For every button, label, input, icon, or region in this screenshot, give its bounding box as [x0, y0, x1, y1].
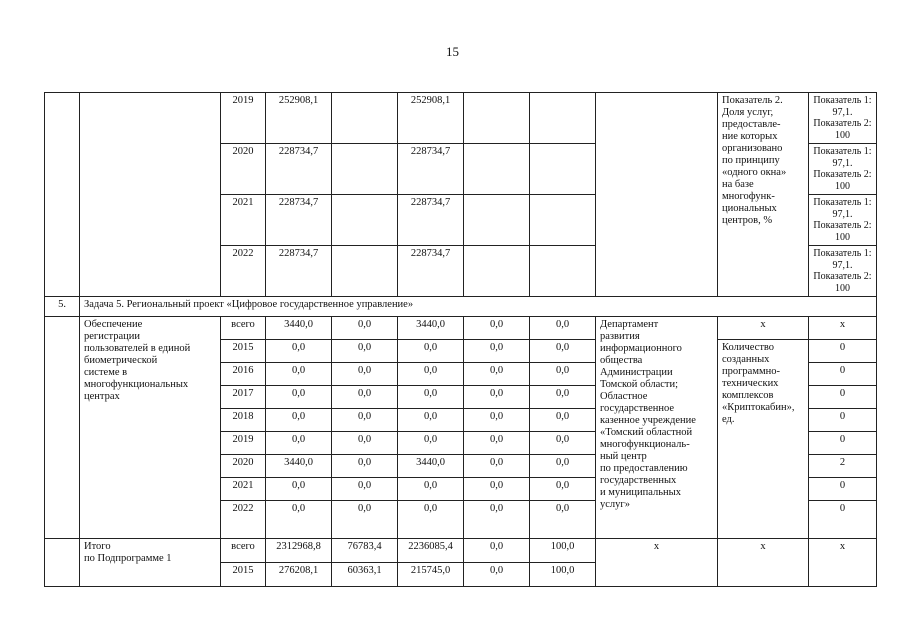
total-cell: 0,0: [266, 501, 332, 539]
ob-cell: 3440,0: [398, 455, 464, 478]
executor-line: общества: [600, 355, 643, 366]
indicator-value-line: 100: [835, 129, 850, 141]
fb-cell: 0,0: [332, 501, 398, 539]
ob-cell: 0,0: [398, 386, 464, 409]
total-cell: 3440,0: [266, 455, 332, 478]
indicator-value-cell: 0: [809, 409, 877, 432]
indicator-name-line: ед.: [722, 414, 735, 425]
vb-cell: 0,0: [530, 501, 596, 539]
ob-cell: 0,0: [398, 478, 464, 501]
indicator-value-line: Показатель 2:: [813, 271, 872, 282]
indicator-name-line: циональных: [722, 203, 777, 214]
indicator-value-cell: х: [809, 317, 877, 340]
indicator-value-cell: 0: [809, 432, 877, 455]
vb-cell: 0,0: [530, 363, 596, 386]
indicator-value-line: Показатель 1:: [813, 95, 872, 106]
indicator-value-line: 97,1.: [832, 157, 853, 169]
executor-line: Томской области;: [600, 379, 679, 390]
total-cell: 228734,7: [266, 246, 332, 297]
ob-cell: 2236085,4: [398, 539, 464, 563]
total-cell: 3440,0: [266, 317, 332, 340]
total-cell: 0,0: [266, 432, 332, 455]
indicator-value-cell: 0: [809, 478, 877, 501]
vb-cell: 0,0: [530, 340, 596, 363]
measure-name-line: Обеспечение: [84, 319, 143, 330]
indicator-value-line: Показатель 2:: [813, 220, 872, 231]
year-cell: 2015: [221, 563, 266, 587]
vb-cell: 0,0: [530, 409, 596, 432]
indicator-name-cell: [718, 93, 809, 297]
indicator-value-line: Показатель 2:: [813, 169, 872, 180]
mb-cell: 0,0: [464, 455, 530, 478]
indicator-name-line: на базе: [722, 179, 754, 190]
indicator-value-cell: [809, 195, 877, 246]
total-cell: 2312968,8: [266, 539, 332, 563]
total-cell: 0,0: [266, 386, 332, 409]
task-number: 5.: [45, 297, 80, 317]
mb-cell: 0,0: [464, 478, 530, 501]
measure-name-line: пользователей в единой: [84, 343, 191, 354]
task-row: [45, 297, 877, 317]
num-cell: [45, 539, 80, 587]
total-name-line: Итого: [84, 541, 111, 552]
executor-cell: [596, 93, 718, 297]
executor-line: государственное: [600, 403, 675, 414]
fb-cell: 0,0: [332, 409, 398, 432]
executor-line: по предоставлению: [600, 463, 688, 474]
year-cell: всего: [221, 317, 266, 340]
executor-line: государственных: [600, 475, 677, 486]
indicator-name-line: технических: [722, 378, 779, 389]
indicator-name-line: «Криптокабин»,: [722, 402, 795, 413]
fb-cell: 76783,4: [332, 539, 398, 563]
executor-line: Департамент: [600, 319, 659, 330]
indicator-name-line: многофунк-: [722, 191, 775, 202]
year-cell: 2018: [221, 409, 266, 432]
total-cell: 228734,7: [266, 195, 332, 246]
mb-cell: 0,0: [464, 563, 530, 587]
indicator-value-line: 100: [835, 282, 850, 294]
executor-line: и муниципальных: [600, 487, 681, 498]
mb-cell: [464, 144, 530, 195]
ob-cell: 228734,7: [398, 246, 464, 297]
indicator-value-cell: [809, 93, 877, 144]
indicator-name-line: Показатель 2.: [722, 95, 783, 106]
fb-cell: 0,0: [332, 455, 398, 478]
vb-cell: [530, 93, 596, 144]
vb-cell: [530, 246, 596, 297]
executor-cell: х: [596, 539, 718, 587]
task-title: Задача 5. Региональный проект «Цифровое государственное управление»: [80, 297, 877, 317]
indicator-value-cell: 0: [809, 340, 877, 363]
indicator-name-line: центров, %: [722, 215, 773, 226]
year-cell: 2021: [221, 478, 266, 501]
fb-cell: [332, 93, 398, 144]
vb-cell: [530, 195, 596, 246]
ob-cell: 228734,7: [398, 144, 464, 195]
indicator-value-cell: 2: [809, 455, 877, 478]
indicator-value-cell: 0: [809, 363, 877, 386]
vb-cell: 0,0: [530, 478, 596, 501]
indicator-value-line: Показатель 1:: [813, 146, 872, 157]
vb-cell: 100,0: [530, 539, 596, 563]
num-cell: [45, 93, 80, 297]
indicator-value-line: 97,1.: [832, 208, 853, 220]
vb-cell: 0,0: [530, 455, 596, 478]
indicator-name-line: программно-: [722, 366, 780, 377]
fb-cell: [332, 144, 398, 195]
vb-cell: 0,0: [530, 386, 596, 409]
total-cell: 228734,7: [266, 144, 332, 195]
total-cell: 276208,1: [266, 563, 332, 587]
mb-cell: [464, 93, 530, 144]
measure-name-line: многофункциональных: [84, 379, 189, 390]
executor-line: ный центр: [600, 451, 647, 462]
ob-cell: 0,0: [398, 501, 464, 539]
year-cell: 2020: [221, 455, 266, 478]
indicator-name-line: по принципу: [722, 155, 780, 166]
indicator-value-line: 100: [835, 231, 850, 243]
measure-name-line: системе в: [84, 367, 128, 378]
executor-line: многофункциональ-: [600, 439, 690, 450]
indicator-value-cell: х: [809, 539, 877, 587]
indicator-name-cell: х: [718, 539, 809, 587]
fb-cell: 60363,1: [332, 563, 398, 587]
mb-cell: 0,0: [464, 539, 530, 563]
year-cell: 2019: [221, 93, 266, 144]
table-row: [45, 539, 877, 563]
total-cell: 252908,1: [266, 93, 332, 144]
indicator-value-cell: 0: [809, 386, 877, 409]
total-cell: 0,0: [266, 340, 332, 363]
ob-cell: 215745,0: [398, 563, 464, 587]
vb-cell: [530, 144, 596, 195]
indicator-name-line: Доля услуг,: [722, 107, 774, 118]
mb-cell: 0,0: [464, 409, 530, 432]
indicator-name-line: созданных: [722, 354, 770, 365]
mb-cell: 0,0: [464, 340, 530, 363]
indicator-name-line: организовано: [722, 143, 783, 154]
measure-name-cell: [80, 93, 221, 297]
measure-name-line: биометрической: [84, 355, 158, 366]
indicator-name-line: Количество: [722, 342, 775, 353]
measure-name-line: центрах: [84, 391, 120, 402]
vb-cell: 100,0: [530, 563, 596, 587]
ob-cell: 252908,1: [398, 93, 464, 144]
year-cell: 2021: [221, 195, 266, 246]
indicator-value-line: 97,1.: [832, 106, 853, 118]
indicator-value-line: Показатель 2:: [813, 118, 872, 129]
mb-cell: 0,0: [464, 432, 530, 455]
fb-cell: 0,0: [332, 340, 398, 363]
fb-cell: 0,0: [332, 363, 398, 386]
vb-cell: 0,0: [530, 317, 596, 340]
indicator-value-line: 100: [835, 180, 850, 192]
indicator-value-line: Показатель 1:: [813, 248, 872, 259]
year-cell: 2017: [221, 386, 266, 409]
ob-cell: 0,0: [398, 363, 464, 386]
fb-cell: 0,0: [332, 478, 398, 501]
mb-cell: 0,0: [464, 317, 530, 340]
indicator-value-cell: [809, 246, 877, 297]
executor-line: развития: [600, 331, 640, 342]
table-row: [45, 317, 877, 340]
executor-line: Областное: [600, 391, 648, 402]
year-cell: 2019: [221, 432, 266, 455]
mb-cell: 0,0: [464, 386, 530, 409]
ob-cell: 228734,7: [398, 195, 464, 246]
indicator-name-line: ние которых: [722, 131, 778, 142]
fb-cell: [332, 246, 398, 297]
total-name-cell: [80, 539, 221, 587]
executor-line: информационного: [600, 343, 682, 354]
vb-cell: 0,0: [530, 432, 596, 455]
executor-line: казенное учреждение: [600, 415, 696, 426]
year-cell: всего: [221, 539, 266, 563]
indicator-name-line: комплексов: [722, 390, 774, 401]
total-name-line: по Подпрограмме 1: [84, 553, 172, 564]
budget-table: [44, 92, 877, 587]
ob-cell: 0,0: [398, 432, 464, 455]
executor-cell: [596, 317, 718, 539]
year-cell: 2022: [221, 246, 266, 297]
page-number: 15: [446, 44, 459, 59]
total-cell: 0,0: [266, 363, 332, 386]
mb-cell: 0,0: [464, 363, 530, 386]
indicator-value-cell: [809, 144, 877, 195]
mb-cell: [464, 246, 530, 297]
year-cell: 2022: [221, 501, 266, 539]
num-cell: [45, 317, 80, 539]
indicator-value-line: Показатель 1:: [813, 197, 872, 208]
measure-name-cell: [80, 317, 221, 539]
year-cell: 2015: [221, 340, 266, 363]
indicator-value-cell: 0: [809, 501, 877, 539]
year-cell: 2016: [221, 363, 266, 386]
table-row: [45, 93, 877, 144]
total-cell: 0,0: [266, 409, 332, 432]
executor-line: Администрации: [600, 367, 673, 378]
indicator-value-line: 97,1.: [832, 259, 853, 271]
executor-line: услуг»: [600, 499, 630, 510]
total-cell: 0,0: [266, 478, 332, 501]
indicator-name-line: предоставле-: [722, 119, 781, 130]
ob-cell: 0,0: [398, 340, 464, 363]
fb-cell: 0,0: [332, 386, 398, 409]
ob-cell: 0,0: [398, 409, 464, 432]
indicator-name-cell: [718, 340, 809, 539]
mb-cell: [464, 195, 530, 246]
fb-cell: [332, 195, 398, 246]
fb-cell: 0,0: [332, 432, 398, 455]
indicator-name-line: «одного окна»: [722, 167, 787, 178]
year-cell: 2020: [221, 144, 266, 195]
indicator-name-first-cell: х: [718, 317, 809, 340]
measure-name-line: регистрации: [84, 331, 140, 342]
fb-cell: 0,0: [332, 317, 398, 340]
mb-cell: 0,0: [464, 501, 530, 539]
ob-cell: 3440,0: [398, 317, 464, 340]
executor-line: «Томский областной: [600, 427, 693, 438]
